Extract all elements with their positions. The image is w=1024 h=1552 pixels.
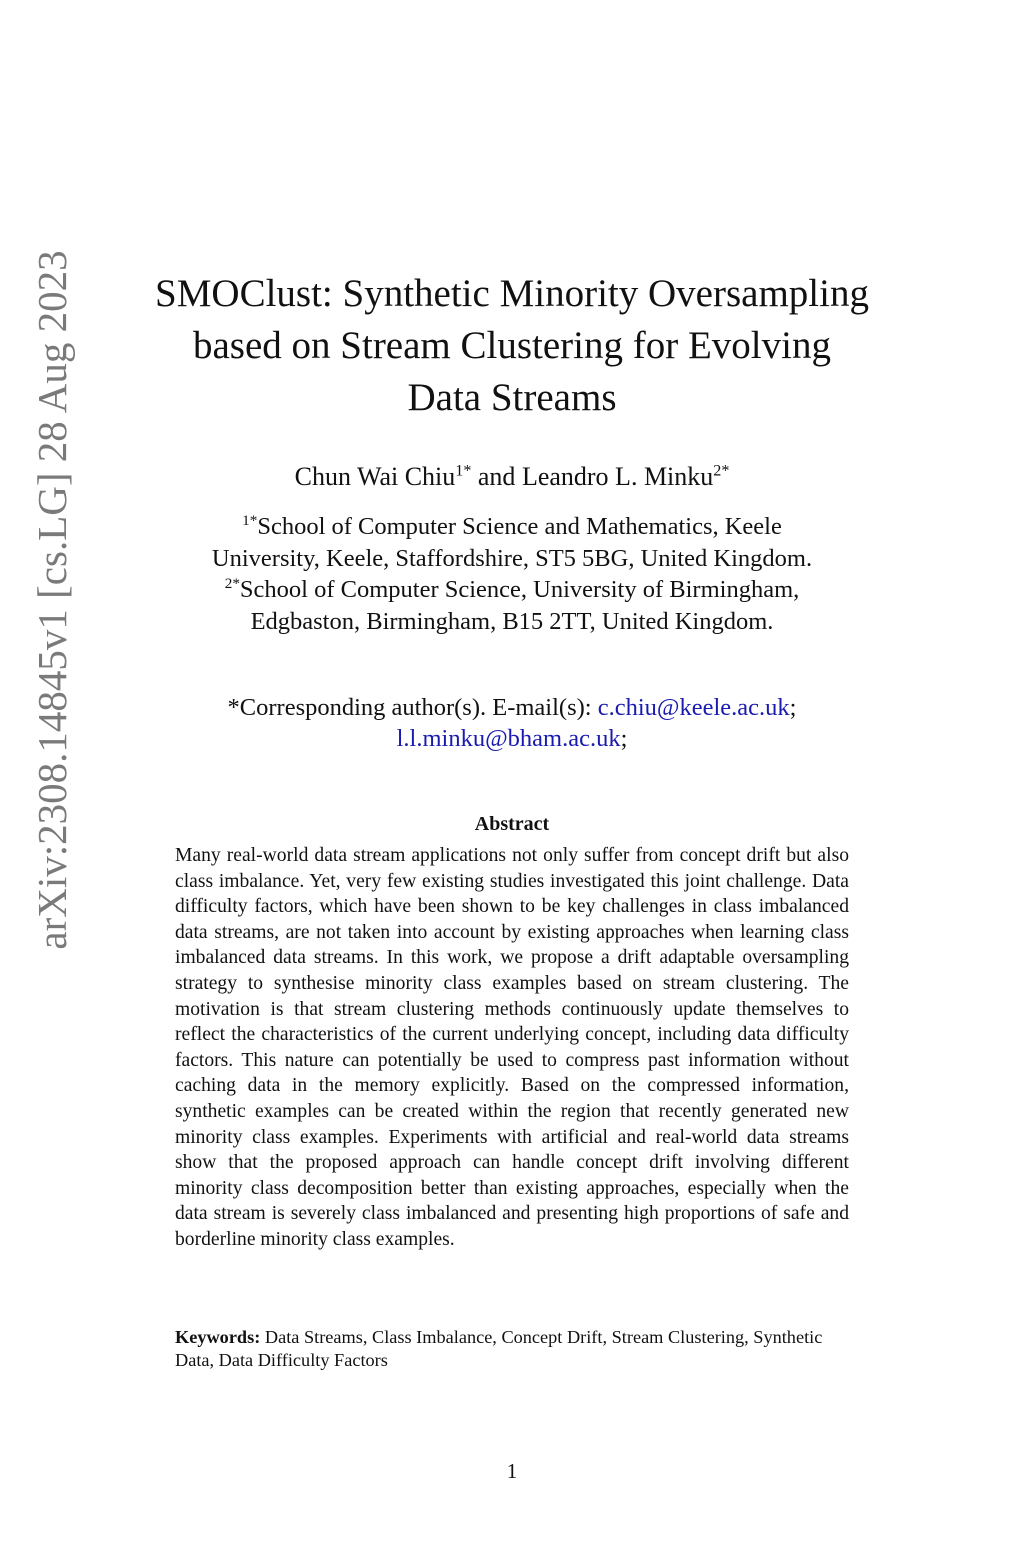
correspondence-line-1: *Corresponding author(s). E-mail(s): c.chiu@keele.ac.uk; [227,694,797,721]
author-affiliation-mark: 2* [713,462,730,480]
keywords [175,1326,849,1372]
abstract-heading: Abstract [474,813,550,835]
email-link[interactable]: l.l.minku@bham.ac.uk [396,725,621,752]
keywords-text: Data Streams, Class Imbalance, Concept Drift, Stream Clustering, Synthetic Data, Data Difficulty Factors [175,1327,823,1370]
affiliations [150,511,874,637]
affiliation-1-line-1: $^{1*}$School of Computer Science and Mathematics, Keele [242,511,782,540]
correspondence-line-2: l.l.minku@bham.ac.uk; [396,725,628,752]
paper-title [130,268,894,424]
author-conjunction: and [471,462,522,491]
title-line-2: based on Stream Clustering for Evolving [193,324,831,367]
affiliation-1-line-2: University, Keele, Staffordshire, ST5 5BG, United Kingdom. [211,544,813,572]
abstract-body: Many real-world data stream applications not only suffer from concept drift but also class imbalance. Yet, very few existing studies investigated this joint challenge. Data difficulty factors, which have been shown to be key challenges in class imbalanced data streams, are not taken into account by existing approaches when learning class imbalanced data streams. In this work, we propose a drift adaptable oversampling strategy to synthesise minority class examples based on stream clustering. The motivation is that stream clustering methods continuously update themselves to reflect the characteristics of the current underlying concept, including data difficulty factors. This nature can potentially be used to compress past information without caching data in the memory explicitly. Based on the compressed information, synthetic examples can be created within the region that recently generated new minority class examples. Experiments with artificial and real-world data streams show that the proposed approach can handle concept drift involving different minority class decomposition better than existing approaches, especially when the data stream is severely class imbalanced and presenting high proportions of safe and borderline minority class examples. [175,845,849,1250]
title-line-3: Data Streams [407,376,617,419]
author-name: Leandro L. Minku [521,462,714,491]
correspondence-prefix: *Corresponding author(s). E-mail(s): [227,694,598,721]
title-line-1: SMOClust: Synthetic Minority Oversampling [155,272,869,315]
email-link[interactable]: c.chiu@keele.ac.uk [597,694,790,721]
author-list [130,460,894,494]
affiliation-2-line-1: $^{2*}$School of Computer Science, University of Birmingham, [224,574,800,603]
affiliation-mark: 2* [224,574,240,592]
arxiv-identifier: arXiv:2308.14845v1 [cs.LG] 28 Aug 2023 [29,250,75,950]
affiliation-2-line-2: Edgbaston, Birmingham, B15 2TT, United Kingdom. [250,607,774,635]
affiliation-mark: 1* [242,511,258,529]
page-number: 1 [506,1459,518,1483]
keywords-label: Keywords: [175,1327,261,1347]
author-name: Chun Wai Chiu [294,462,456,491]
author-affiliation-mark: 1* [455,462,472,480]
corresponding-authors [130,692,894,754]
